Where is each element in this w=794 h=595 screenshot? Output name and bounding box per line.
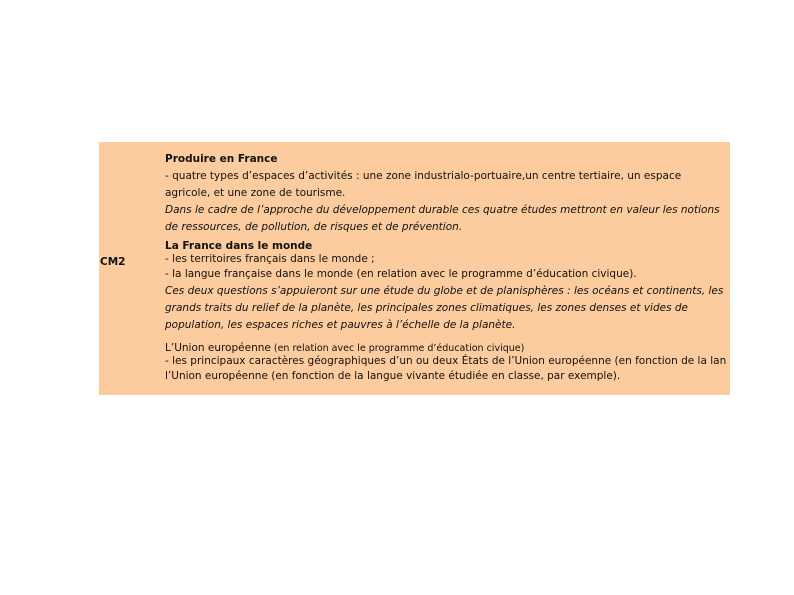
text-line: agricole, et une zone de tourisme. <box>165 187 346 199</box>
text-line: l’Union européenne (en fonction de la langue vivante étudiée en classe, par exemple). <box>165 370 621 382</box>
section-title-line <box>165 342 730 355</box>
section-title: L’Union européenne <box>165 342 271 354</box>
section-union-europeenne <box>165 342 730 385</box>
section-title: Produire en France <box>165 153 278 165</box>
note-line: Dans le cadre de l’approche du développement durable ces quatre études mettront en valeur les notions <box>165 204 720 216</box>
section-france-dans-le-monde <box>165 240 730 334</box>
content-column <box>165 151 730 385</box>
section-title-suffix: (en relation avec le programme d’éducation civique) <box>270 343 525 354</box>
note-line: Ces deux questions s’appuieront sur une étude du globe et de planisphères : les océans et continents, les <box>165 285 724 297</box>
text-line: - les territoires français dans le monde ; <box>165 253 375 265</box>
text-line: - quatre types d’espaces d’activités : une zone industrialo-portuaire,un centre tertiaire, un espace <box>165 170 682 182</box>
curriculum-table <box>99 142 730 395</box>
note-line: population, les espaces riches et pauvres à l’échelle de la planète. <box>165 319 516 331</box>
section-title: La France dans le monde <box>165 240 313 252</box>
note-line: grands traits du relief de la planète, les principales zones climatiques, les zones denses et vides de <box>165 302 689 314</box>
text-line: - la langue française dans le monde (en relation avec le programme d’éducation civique). <box>165 268 637 280</box>
text-line: - les principaux caractères géographiques d’un ou deux États de l’Union européenne (en fonction de la lan <box>165 355 727 367</box>
section-produire-en-france <box>165 151 730 236</box>
level-label: CM2 <box>100 256 126 268</box>
note-line: de ressources, de pollution, de risques et de prévention. <box>165 221 463 233</box>
